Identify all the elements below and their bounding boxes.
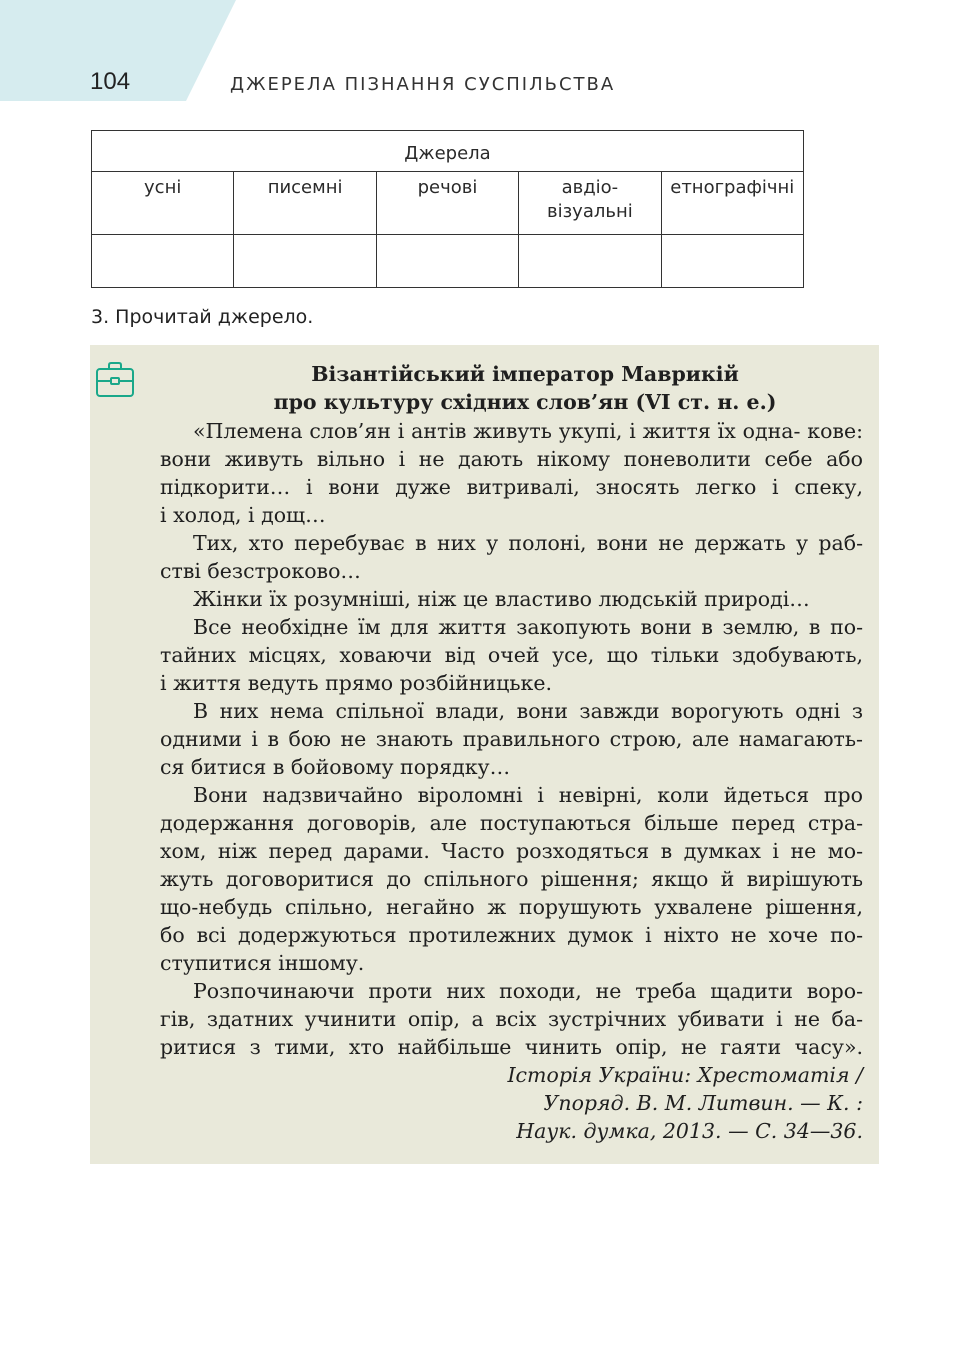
- paragraph-4-cont: [160, 641, 863, 669]
- text-line: В них нема спільної влади, вони завжди ворогують одні з: [193, 699, 863, 723]
- text-line: жуть договоритися до спільного рішення; якщо й вирішують: [160, 867, 863, 891]
- text-line: хом, ніж перед дарами. Часто розходяться в думках і не мо-: [160, 839, 863, 863]
- source-title: [160, 360, 890, 416]
- text-line: бо всі додержуються протилежних думок і ніхто не хоче по-: [160, 923, 863, 947]
- paragraph-1: [160, 417, 863, 501]
- task-instruction: 3. Прочитай джерело.: [91, 306, 314, 328]
- sources-table: [91, 130, 804, 288]
- paragraph-2: [160, 529, 863, 557]
- text-line: і життя ведуть прямо розбійницьке.: [160, 671, 552, 695]
- column-material: речові: [376, 172, 518, 235]
- paragraph-6-cont: [160, 893, 863, 921]
- citation: [160, 1061, 863, 1145]
- source-title-line-1: Візантійський імператор Маврикій: [311, 362, 739, 386]
- paragraph-6-cont: [160, 921, 863, 949]
- citation-line-3: Наук. думка, 2013. — С. 34—36.: [516, 1119, 863, 1143]
- paragraph-6-end: [160, 949, 863, 977]
- paragraph-2-end: [160, 557, 863, 585]
- paragraph-6: [160, 781, 863, 809]
- column-oral: усні: [92, 172, 234, 235]
- citation-line-1: Історія України: Хрестоматія /: [507, 1063, 863, 1087]
- paragraph-7-cont: [160, 1005, 863, 1033]
- paragraph-1-end: [160, 501, 863, 529]
- paragraph-4: [160, 613, 863, 641]
- text-line: ритися з тими, хто найбільше чинить опір, не гаяти часу».: [160, 1035, 863, 1059]
- text-line: що-небудь спільно, негайно ж порушують ухвалене рішення,: [160, 895, 863, 919]
- text-line: Все необхідне їм для життя закопують вони в землю, в по-: [193, 615, 863, 639]
- paragraph-5: [160, 697, 863, 725]
- page-number: 104: [90, 68, 131, 95]
- text-line: одними і в бою не знають правильного строю, але намагають-: [160, 727, 863, 751]
- text-line: або підкорити… і вони дуже витривалі, зносять легко і спеку,: [160, 447, 863, 499]
- table-header: Джерела: [92, 131, 804, 172]
- text-line: і холод, і дощ…: [160, 503, 326, 527]
- paragraph-7-end: [160, 1033, 863, 1061]
- paragraph-3: [160, 585, 863, 613]
- paragraph-6-cont: [160, 837, 863, 865]
- paragraph-6-cont: [160, 865, 863, 893]
- text-line: Тих, хто перебуває в них у полоні, вони не держать у раб-: [193, 531, 863, 555]
- answer-cell-ethnographic[interactable]: [661, 235, 803, 288]
- column-written: писемні: [234, 172, 376, 235]
- paragraph-6-cont: [160, 809, 863, 837]
- text-line: ся битися в бойовому порядку…: [160, 755, 511, 779]
- answer-cell-material[interactable]: [376, 235, 518, 288]
- source-title-line-2: про культуру східних слов’ян (VI ст. н. е.): [273, 390, 777, 414]
- citation-line-2: Упоряд. В. М. Литвин. — К. :: [543, 1091, 863, 1115]
- briefcase-icon: [95, 360, 135, 400]
- text-line: ступитися іншому.: [160, 951, 365, 975]
- text-line: тайних місцях, ховаючи від очей усе, що тільки здобувають,: [160, 643, 863, 667]
- text-line: «Племена слов’ян і антів живуть укупі, і життя їх одна-: [193, 419, 801, 443]
- column-audiovisual: авдіо- візуальні: [519, 172, 661, 235]
- answer-cell-written[interactable]: [234, 235, 376, 288]
- text-line: Вони надзвичайно віроломні і невірні, коли йдеться про: [193, 783, 863, 807]
- text-line: кове: вони живуть вільно і не дають нікому поневолити себе: [160, 419, 863, 471]
- column-ethnographic: етнографічні: [661, 172, 803, 235]
- answer-cell-audiovisual[interactable]: [519, 235, 661, 288]
- text-line: додержання договорів, але поступаються більше перед стра-: [160, 811, 863, 835]
- source-text: [160, 417, 863, 1145]
- running-header: ДЖЕРЕЛА ПІЗНАННЯ СУСПІЛЬСТВА: [230, 74, 616, 95]
- paragraph-5-cont: [160, 725, 863, 753]
- text-line: гів, здатних учинити опір, а всіх зустрічних убивати і не ба-: [160, 1007, 863, 1031]
- paragraph-4-end: [160, 669, 863, 697]
- text-line: стві безстроково…: [160, 559, 361, 583]
- paragraph-5-end: [160, 753, 863, 781]
- paragraph-7: [160, 977, 863, 1005]
- answer-cell-oral[interactable]: [92, 235, 234, 288]
- text-line: Розпочинаючи проти них походи, не треба щадити воро-: [193, 979, 863, 1003]
- text-line: Жінки їх розумніші, ніж це властиво людській природі…: [193, 587, 810, 611]
